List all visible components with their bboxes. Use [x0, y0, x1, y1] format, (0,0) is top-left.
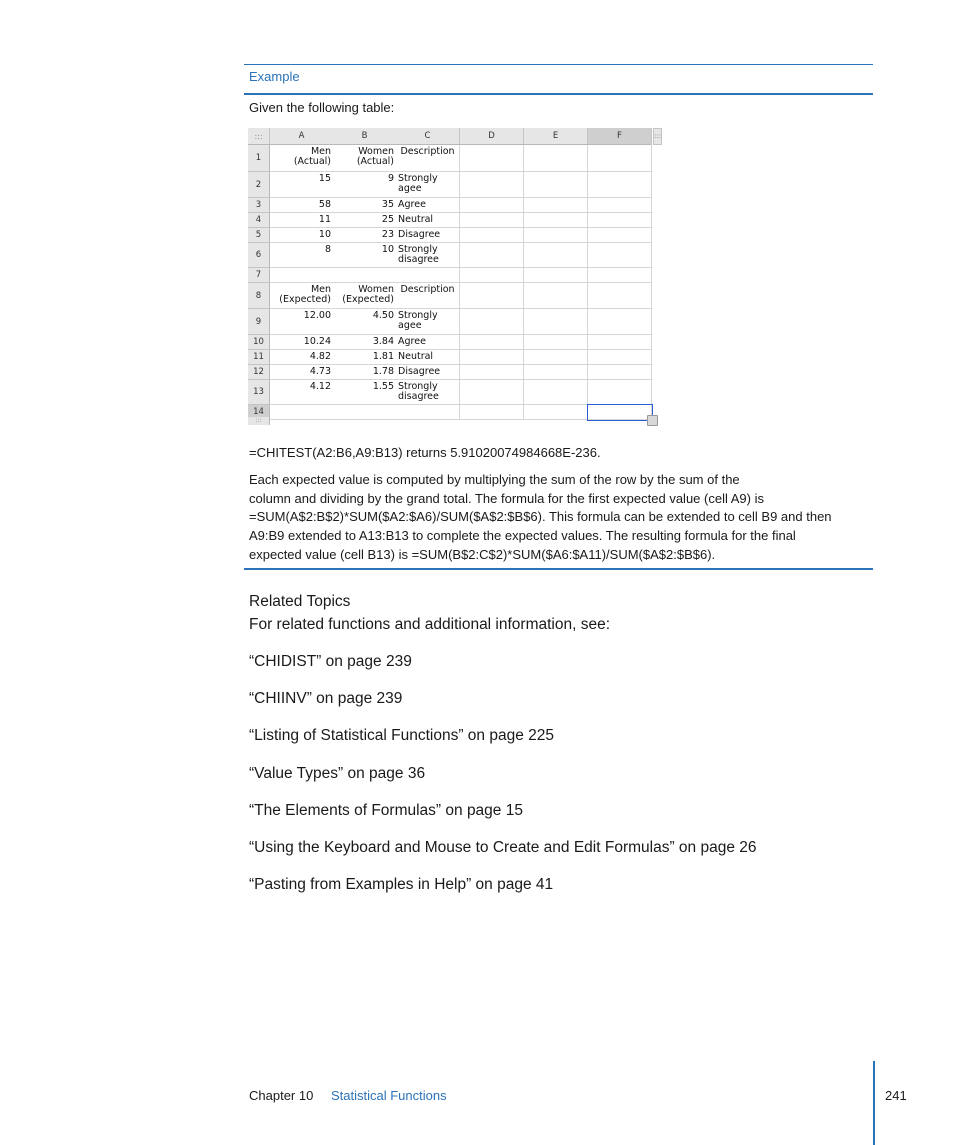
cell-c11[interactable]: Neutral [396, 350, 460, 365]
footer-divider [873, 1061, 875, 1145]
cell-b8[interactable]: Women (Expected) [333, 283, 397, 309]
row-header-11[interactable]: 11 [248, 350, 270, 365]
footer-chapter: Chapter 10 [249, 1088, 314, 1103]
active-cell-selection[interactable] [587, 404, 653, 421]
cell-f2[interactable] [588, 172, 652, 198]
cell-a14[interactable] [270, 405, 334, 420]
cell-f1[interactable] [588, 145, 652, 172]
cell-d2[interactable] [460, 172, 524, 198]
cell-c3[interactable]: Agree [396, 198, 460, 213]
cell-e1[interactable] [524, 145, 588, 172]
explanation-line: column and dividing by the grand total. The formula for the first expected value (cell A9) is [249, 490, 764, 506]
cell-b5[interactable]: 23 [333, 228, 397, 243]
cell-a3[interactable]: 58 [270, 198, 334, 213]
cell-c14[interactable] [396, 405, 460, 420]
cell-a2[interactable]: 15 [270, 172, 334, 198]
related-topic-link[interactable]: “The Elements of Formulas” on page 15 [249, 802, 523, 819]
cell-f10[interactable] [588, 335, 652, 350]
explanation-line: A9:B9 extended to A13:B13 to complete the expected values. The resulting formula for the final [249, 528, 796, 544]
cell-d11[interactable] [460, 350, 524, 365]
cell-c8[interactable]: Description [396, 283, 460, 309]
column-header-c[interactable]: C [396, 128, 460, 145]
cell-a9[interactable]: 12.00 [270, 309, 334, 335]
cell-a8[interactable]: Men (Expected) [270, 283, 334, 309]
example-heading: Example [249, 69, 300, 84]
cell-b9[interactable]: 4.50 [333, 309, 397, 335]
cell-c10[interactable]: Agree [396, 335, 460, 350]
cell-f5[interactable] [588, 228, 652, 243]
page-number: 241 [885, 1088, 907, 1103]
cell-b11[interactable]: 1.81 [333, 350, 397, 365]
cell-c13[interactable]: Strongly disagree [396, 380, 460, 405]
example-bottom-rule [244, 568, 873, 570]
cell-f7[interactable] [588, 268, 652, 283]
cell-a11[interactable]: 4.82 [270, 350, 334, 365]
cell-a13[interactable]: 4.12 [270, 380, 334, 405]
cell-b6[interactable]: 10 [333, 243, 397, 268]
row-header-9[interactable]: 9 [248, 309, 270, 335]
related-topic-link[interactable]: “CHIINV” on page 239 [249, 690, 403, 707]
row-header-10[interactable]: 10 [248, 335, 270, 350]
footer-section-link[interactable]: Statistical Functions [331, 1088, 447, 1103]
cell-e13[interactable] [524, 380, 588, 405]
cell-e4[interactable] [524, 213, 588, 228]
cell-f13[interactable] [588, 380, 652, 405]
cell-d1[interactable] [460, 145, 524, 172]
cell-a5[interactable]: 10 [270, 228, 334, 243]
cell-e3[interactable] [524, 198, 588, 213]
cell-f11[interactable] [588, 350, 652, 365]
related-topics-intro: For related functions and additional information, see: [249, 616, 611, 633]
cell-e5[interactable] [524, 228, 588, 243]
cell-b2[interactable]: 9 [333, 172, 397, 198]
cell-b1[interactable]: Women (Actual) [333, 145, 397, 172]
explanation-line: =SUM(A$2:B$2)*SUM($A2:$A6)/SUM($A$2:$B$6). This formula can be extended to cell B9 and then [249, 509, 832, 525]
cell-c1[interactable]: Description [396, 145, 460, 172]
row-header-2[interactable]: 2 [248, 172, 270, 198]
cell-d10[interactable] [460, 335, 524, 350]
cell-e7[interactable] [524, 268, 588, 283]
cell-a4[interactable]: 11 [270, 213, 334, 228]
cell-a1[interactable]: Men (Actual) [270, 145, 334, 172]
cell-c9[interactable]: Strongly agee [396, 309, 460, 335]
column-header-d[interactable]: D [460, 128, 524, 145]
cell-d13[interactable] [460, 380, 524, 405]
cell-d14[interactable] [460, 405, 524, 420]
formula-result: =CHITEST(A2:B6,A9:B13) returns 5.91020074984668E-236. [249, 445, 601, 460]
column-resize-grip[interactable]: ::: [653, 128, 662, 145]
column-header-b[interactable]: B [333, 128, 397, 145]
cell-e14[interactable] [524, 405, 588, 420]
related-topic-link[interactable]: “CHIDIST” on page 239 [249, 653, 412, 670]
row-header-12[interactable]: 12 [248, 365, 270, 380]
cell-d4[interactable] [460, 213, 524, 228]
explanation-line: Each expected value is computed by multiplying the sum of the row by the sum of the [249, 472, 740, 487]
cell-c2[interactable]: Strongly agee [396, 172, 460, 198]
cell-f4[interactable] [588, 213, 652, 228]
row-header-1[interactable]: 1 [248, 145, 270, 172]
cell-c7[interactable] [396, 268, 460, 283]
related-topic-link[interactable]: “Value Types” on page 36 [249, 765, 426, 782]
related-topic-link[interactable]: “Pasting from Examples in Help” on page 41 [249, 876, 554, 893]
cell-b12[interactable]: 1.78 [333, 365, 397, 380]
cell-e11[interactable] [524, 350, 588, 365]
row-header-3[interactable]: 3 [248, 198, 270, 213]
cell-e9[interactable] [524, 309, 588, 335]
row-header-6[interactable]: 6 [248, 243, 270, 268]
cell-d9[interactable] [460, 309, 524, 335]
cell-f8[interactable] [588, 283, 652, 309]
cell-e8[interactable] [524, 283, 588, 309]
cell-b3[interactable]: 35 [333, 198, 397, 213]
cell-f9[interactable] [588, 309, 652, 335]
cell-f6[interactable] [588, 243, 652, 268]
cell-a6[interactable]: 8 [270, 243, 334, 268]
example-header-rule [244, 93, 873, 95]
example-top-rule [244, 64, 873, 65]
cell-c5[interactable]: Disagree [396, 228, 460, 243]
cell-e10[interactable] [524, 335, 588, 350]
cell-b4[interactable]: 25 [333, 213, 397, 228]
cell-e2[interactable] [524, 172, 588, 198]
cell-f3[interactable] [588, 198, 652, 213]
explanation-line: expected value (cell B13) is =SUM(B$2:C$2)*SUM($A6:$A11)/SUM($A$2:$B$6). [249, 546, 716, 562]
row-header-7[interactable]: 7 [248, 268, 270, 283]
row-header-14[interactable]: 14 [248, 405, 270, 420]
cell-e12[interactable] [524, 365, 588, 380]
row-header-5[interactable]: 5 [248, 228, 270, 243]
row-header-8[interactable]: 8 [248, 283, 270, 309]
row-header-4[interactable]: 4 [248, 213, 270, 228]
cell-b7[interactable] [333, 268, 397, 283]
cell-d6[interactable] [460, 243, 524, 268]
cell-d12[interactable] [460, 365, 524, 380]
cell-a7[interactable] [270, 268, 334, 283]
row-resize-grip[interactable]: ::: [248, 417, 270, 425]
cell-d5[interactable] [460, 228, 524, 243]
explanation-paragraph [249, 471, 864, 565]
cell-b10[interactable]: 3.84 [333, 335, 397, 350]
cell-c12[interactable]: Disagree [396, 365, 460, 380]
row-header-13[interactable]: 13 [248, 380, 270, 405]
intro-text: Given the following table: [249, 100, 395, 115]
table-resize-handle[interactable] [647, 415, 658, 426]
sheet-corner[interactable]: ::: [248, 128, 270, 145]
cell-b13[interactable]: 1.55 [333, 380, 397, 405]
cell-e6[interactable] [524, 243, 588, 268]
related-topic-link[interactable]: “Listing of Statistical Functions” on page 225 [249, 727, 555, 744]
cell-d3[interactable] [460, 198, 524, 213]
cell-b14[interactable] [333, 405, 397, 420]
cell-c4[interactable]: Neutral [396, 213, 460, 228]
cell-a12[interactable]: 4.73 [270, 365, 334, 380]
cell-a10[interactable]: 10.24 [270, 335, 334, 350]
column-header-f[interactable]: F [588, 128, 652, 145]
cell-c6[interactable]: Strongly disagree [396, 243, 460, 268]
column-header-a[interactable]: A [270, 128, 334, 145]
cell-d8[interactable] [460, 283, 524, 309]
related-topics-heading: Related Topics [249, 593, 351, 610]
cell-f12[interactable] [588, 365, 652, 380]
column-header-e[interactable]: E [524, 128, 588, 145]
cell-d7[interactable] [460, 268, 524, 283]
related-topic-link[interactable]: “Using the Keyboard and Mouse to Create and Edit Formulas” on page 26 [249, 839, 757, 856]
example-spreadsheet [248, 128, 662, 428]
